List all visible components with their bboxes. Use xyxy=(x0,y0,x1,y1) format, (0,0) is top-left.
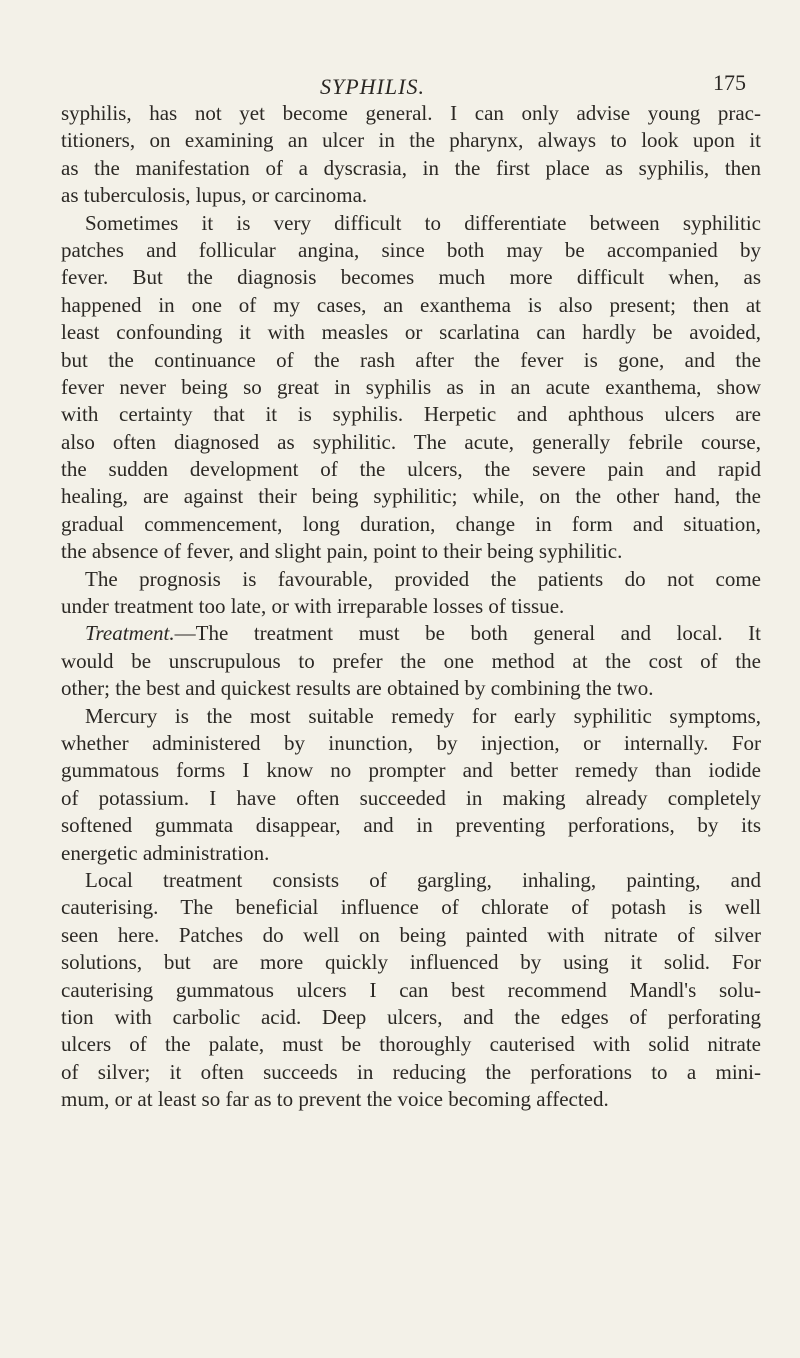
text-line: fever. But the diagnosis becomes much more difficult when, as xyxy=(61,265,761,290)
text-line: of silver; it often succeeds in reducing the perforations to a mini- xyxy=(61,1059,761,1084)
text-line: The prognosis is favourable, provided the patients do not come xyxy=(85,566,761,591)
treatment-heading: Treatment. xyxy=(85,621,175,646)
text-line: mum, or at least so far as to prevent the voice becoming affected. xyxy=(61,1087,609,1112)
text-line: Mercury is the most suitable remedy for early syphilitic symptoms, xyxy=(85,703,761,728)
text-line: whether administered by inunction, by injection, or internally. For xyxy=(61,730,761,755)
text-line: would be unscrupulous to prefer the one method at the cost of the xyxy=(61,648,761,673)
text-line: least confounding it with measles or scarlatina can hardly be avoided, xyxy=(61,320,761,345)
page-number: 175 xyxy=(713,70,746,95)
text-line: solutions, but are more quickly influenced by using it solid. For xyxy=(61,950,761,975)
running-head: SYPHILIS. xyxy=(320,74,425,99)
text-line: as the manifestation of a dyscrasia, in the first place as syphilis, then xyxy=(61,155,761,180)
text-line: ulcers of the palate, must be thoroughly cauterised with solid nitrate xyxy=(61,1032,761,1057)
text-line: also often diagnosed as syphilitic. The acute, generally febrile course, xyxy=(61,429,761,454)
text-line: under treatment too late, or with irreparable losses of tissue. xyxy=(61,594,565,619)
text-line: Local treatment consists of gargling, inhaling, painting, and xyxy=(85,867,761,892)
text-line: happened in one of my cases, an exanthema is also present; then at xyxy=(61,292,761,317)
text-line: energetic administration. xyxy=(61,840,270,865)
text-line: cauterising. The beneficial influence of chlorate of potash is well xyxy=(61,895,761,920)
text-line: healing, are against their being syphilitic; while, on the other hand, the xyxy=(61,484,761,509)
text-line: cauterising gummatous ulcers I can best recommend Mandl's solu- xyxy=(61,977,761,1002)
text-line: titioners, on examining an ulcer in the pharynx, always to look upon it xyxy=(61,128,761,153)
text-line: softened gummata disappear, and in preventing perforations, by its xyxy=(61,813,761,838)
text-line: the absence of fever, and slight pain, point to their being syphilitic. xyxy=(61,539,623,564)
text-line: patches and follicular angina, since both may be accompanied by xyxy=(61,237,761,262)
text-line: other; the best and quickest results are obtained by combining the two. xyxy=(61,676,654,701)
text-line: of potassium. I have often succeeded in making already completely xyxy=(61,785,761,810)
text-line: Sometimes it is very difficult to differentiate between syphilitic xyxy=(85,210,761,235)
text-line: but the continuance of the rash after the fever is gone, and the xyxy=(61,347,761,372)
text-line: with certainty that it is syphilis. Herpetic and aphthous ulcers are xyxy=(61,402,761,427)
text-line: tion with carbolic acid. Deep ulcers, and the edges of perforating xyxy=(61,1004,761,1029)
text-line: gummatous forms I know no prompter and better remedy than iodide xyxy=(61,758,761,783)
text-line: syphilis, has not yet become general. I can only advise young prac- xyxy=(61,101,761,125)
body-text xyxy=(61,100,761,1113)
treatment-line-text: —The treatment must be both general and local. It xyxy=(174,621,761,646)
text-line: fever never being so great in syphilis as in an acute exanthema, show xyxy=(61,374,761,399)
treatment-line xyxy=(61,620,761,647)
text-line: gradual commencement, long duration, change in form and situation, xyxy=(61,511,761,536)
text-line: the sudden development of the ulcers, the severe pain and rapid xyxy=(61,457,761,482)
text-line: seen here. Patches do well on being painted with nitrate of silver xyxy=(61,922,761,947)
text-line: as tuberculosis, lupus, or carcinoma. xyxy=(61,183,368,208)
